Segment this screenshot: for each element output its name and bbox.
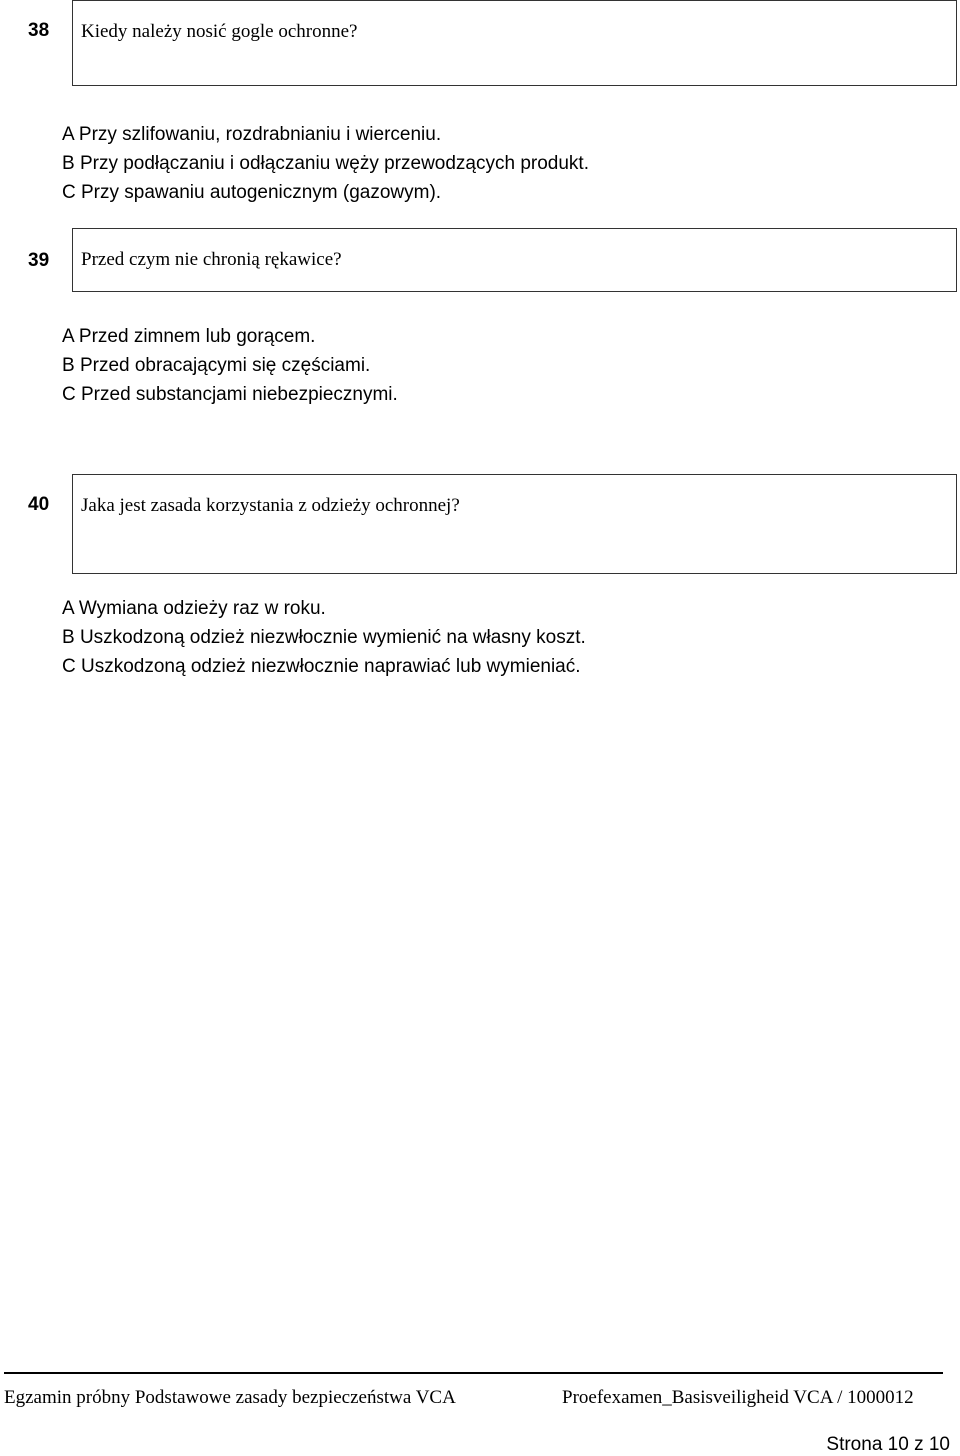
answer-option-b: B Przy podłączaniu i odłączaniu węży przewodzących produkt. [62,153,589,174]
footer-exam-code: Proefexamen_Basisveiligheid VCA / 1000012 [562,1387,914,1408]
answer-option-a: A Przed zimnem lub gorącem. [62,326,316,347]
question-text: Przed czym nie chronią rękawice? [81,249,342,270]
footer-exam-title: Egzamin próbny Podstawowe zasady bezpieczeństwa VCA [4,1387,456,1408]
answer-list [62,322,398,409]
question-box [72,474,957,574]
question-number: 38 [28,20,50,41]
answer-option-c: C Uszkodzoną odzież niezwłocznie naprawiać lub wymieniać. [62,656,581,677]
answer-option-c: C Przy spawaniu autogenicznym (gazowym). [62,182,442,203]
answer-option-b: B Przed obracającymi się częściami. [62,355,371,376]
question-number: 39 [28,250,50,271]
answer-list [62,120,589,207]
question-number: 40 [28,494,50,515]
question-box [72,228,957,292]
page-number: Strona 10 z 10 [826,1434,950,1455]
answer-list [62,594,586,681]
question-box [72,0,957,86]
question-text: Jaka jest zasada korzystania z odzieży ochronnej? [81,495,460,516]
answer-option-a: A Wymiana odzieży raz w roku. [62,598,326,619]
answer-option-b: B Uszkodzoną odzież niezwłocznie wymienić na własny koszt. [62,627,586,648]
footer-divider [4,1372,943,1374]
answer-option-c: C Przed substancjami niebezpiecznymi. [62,384,398,405]
answer-option-a: A Przy szlifowaniu, rozdrabnianiu i wierceniu. [62,124,442,145]
question-text: Kiedy należy nosić gogle ochronne? [81,21,358,42]
